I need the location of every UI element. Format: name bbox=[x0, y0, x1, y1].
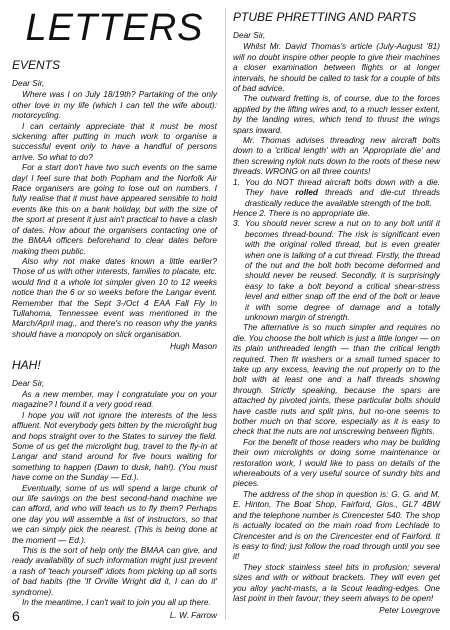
events-signature: Hugh Mason bbox=[169, 341, 217, 352]
hah-paragraph: Eventually, some of us will spend a large chunk of our life savings on the best second-hand machine we can afford, and who will teach us to fly them? Perhaps one day you will assemble a list of instructors, so that we can simply pick the nearest. (This is being done at the moment — Ed.). bbox=[12, 482, 217, 545]
list-item-text-post: threads and die-cut threads drastically reduce the available strength of the bolt. bbox=[245, 187, 440, 208]
events-paragraph: Also why not make dates known a little earlier? Those of us with other interests, families to placate, etc. would find it a whole lot simpler given 10 to 12 weeks notice than the 6 or so weeks before the Langar event. Remember that the Sept 3-/Oct 4 EAA Fall Fly In Tullahoma, Tennessee event was mentioned in the March/April mag., and there's no reason why the yanks should have a monopoly on slick organisation. bbox=[12, 255, 217, 339]
ptube-hence: Hence 2. There is no appropriate die. bbox=[233, 207, 370, 218]
events-heading: EVENTS bbox=[12, 58, 61, 72]
events-paragraph: For a start don't have two such events on the same day! I feel sure that both Popham and the Norfolk Air Race organisers are going to lose out on numbers. I fully realise that it must have appeared sensible to hold events like this on a bank holiday, but with the size of the sport at present it just ain't practical to have a clash of dates. How about the organisers contacting one of the BMAA officers beforehand to clear dates before making them public. bbox=[12, 162, 217, 256]
hah-paragraph: I hope you will not ignore the interests of the less affluent. Not everybody gets bitten by the microlight bug and hops straight over to the States to survey the field. Some of us get the microlight bug, travel to the fly-in at Langar and stand around for five hours waiting for something to happen (Dawn to dusk, hah!). (You must have come on the Sunday — Ed.). bbox=[12, 409, 217, 483]
ptube-paragraph: For the benefit of those readers who may be building their own microlights or doing some maintenance or restoration work, I would like to pass on details of the whereabouts of a very useful source of sundry bits and pieces. bbox=[233, 436, 440, 489]
ptube-paragraph: Whilst Mr. David Thomas's article (July-August '81) will no doubt inspire other people to give their machines a closer examination between flights or at longer intervals, he should be called to task for a couple of bits of bad advice. bbox=[233, 41, 440, 94]
list-item-text-pre: You do NOT thread aircraft bolts down with a die. They have bbox=[245, 176, 440, 198]
ptube-paragraph: They stock stainless steel bits in profusion; several sizes and with or without brackets. They will even get you alloy yacht-masts, a la Scout leading-edges. One last point in their favour; they seem always to be open! bbox=[233, 561, 440, 603]
list-item-text: You should never screw a nut on to any bolt until it becomes thread-bound. The risk is significant even with the original rolled thread, but is even greater when one is talking of a cut thread. Firstly, the thread of the nut and the bolt both become deformed and should never be reused. Secondly, it is surprisingly easy to take a bolt beyond a critical shear-stress level and either snap off the end of the bolt or leave it with some degree of damage and a totally unknown margin of strength. bbox=[245, 218, 440, 322]
ptube-paragraph: Mr. Thomas advises threading new aircraft bolts down to a 'critical length' with an 'Appropriate die' and then screwing nylok nuts down to the roots of these new threads. WRONG on all three counts! bbox=[233, 135, 440, 177]
hah-heading: HAH! bbox=[12, 357, 41, 372]
hah-paragraph: As a new member, may I congratulate you on your magazine? I found it a very good read. bbox=[12, 388, 217, 410]
column-divider bbox=[225, 8, 226, 620]
ptube-heading: PTUBE PHRETTING AND PARTS bbox=[233, 10, 417, 24]
list-item-emphasis: rolled bbox=[295, 187, 318, 198]
ptube-paragraph: The alternative is so much simpler and requires no die. You choose the bolt which is just a little longer — on its plain unthreaded length — than the critical length required. Then fit washers or a small turned spacer to take up any excess, leaving the nut properly on to the bolt with at least one and a half threads showing through. Strictly speaking, because the spars are attached by pivoted joints, these particular bolts should have castle nuts and split pins, but no-one seems to bother much on that score, especially as it is easy to check that the nuts are not unscrewing between flights. bbox=[233, 322, 440, 437]
list-item bbox=[233, 218, 440, 322]
list-item bbox=[233, 177, 440, 208]
ptube-paragraph: The address of the shop in question is: G. G. and M. E. Hinton, The Boat Shop, Fairford, Glos., GL7 4BW and the telephone number is Cirencester 540. The shop is actually located on the main road from Lechlade to Cirencester and is on the Cirencester end of Fairford. It is easy to find; just follow the road through until you see it! bbox=[233, 488, 440, 562]
ptube-salutation: Dear Sir, bbox=[233, 30, 266, 40]
list-item-number: 3. bbox=[233, 218, 240, 229]
events-salutation: Dear Sir, bbox=[12, 78, 45, 88]
ptube-signature: Peter Lovegrove bbox=[379, 605, 440, 616]
events-paragraph: I can certainly appreciate that it must be most sickening after putting in much work to organise a successful event only to have a handful of persons arrive. So what to do? bbox=[12, 120, 217, 162]
ptube-paragraph: The outward fretting is, of course, due to the forces applied by the lifting wires and, to a much lesser extent, by the landing wires, which tend to thrust the wings spars inward. bbox=[233, 93, 440, 135]
ptube-list-a bbox=[233, 177, 440, 208]
hah-paragraph: This is the sort of help only the BMAA can give, and ready availability of such information might just prevent a rash of 'teach yourself' idiots from picking up all sorts of bad habits (the 'If Orville Wright did it, I can do it' syndrome). bbox=[12, 545, 217, 597]
list-item-number: 1. bbox=[233, 176, 240, 187]
ptube-list-b bbox=[233, 218, 440, 322]
hah-paragraph: In the meantime, I can't wait to join you all up there. bbox=[22, 597, 211, 608]
right-column bbox=[233, 8, 440, 622]
hah-salutation: Dear Sir, bbox=[12, 377, 45, 388]
events-paragraph: Where was I on July 18/19th? Partaking of the only other love in my life (which I can tell the wife about): motorcycling. bbox=[12, 89, 217, 121]
page-title: LETTERS bbox=[25, 7, 204, 49]
left-column bbox=[12, 8, 217, 626]
page-number: 6 bbox=[12, 608, 20, 624]
hah-signature: L. W. Farrow bbox=[169, 609, 217, 620]
